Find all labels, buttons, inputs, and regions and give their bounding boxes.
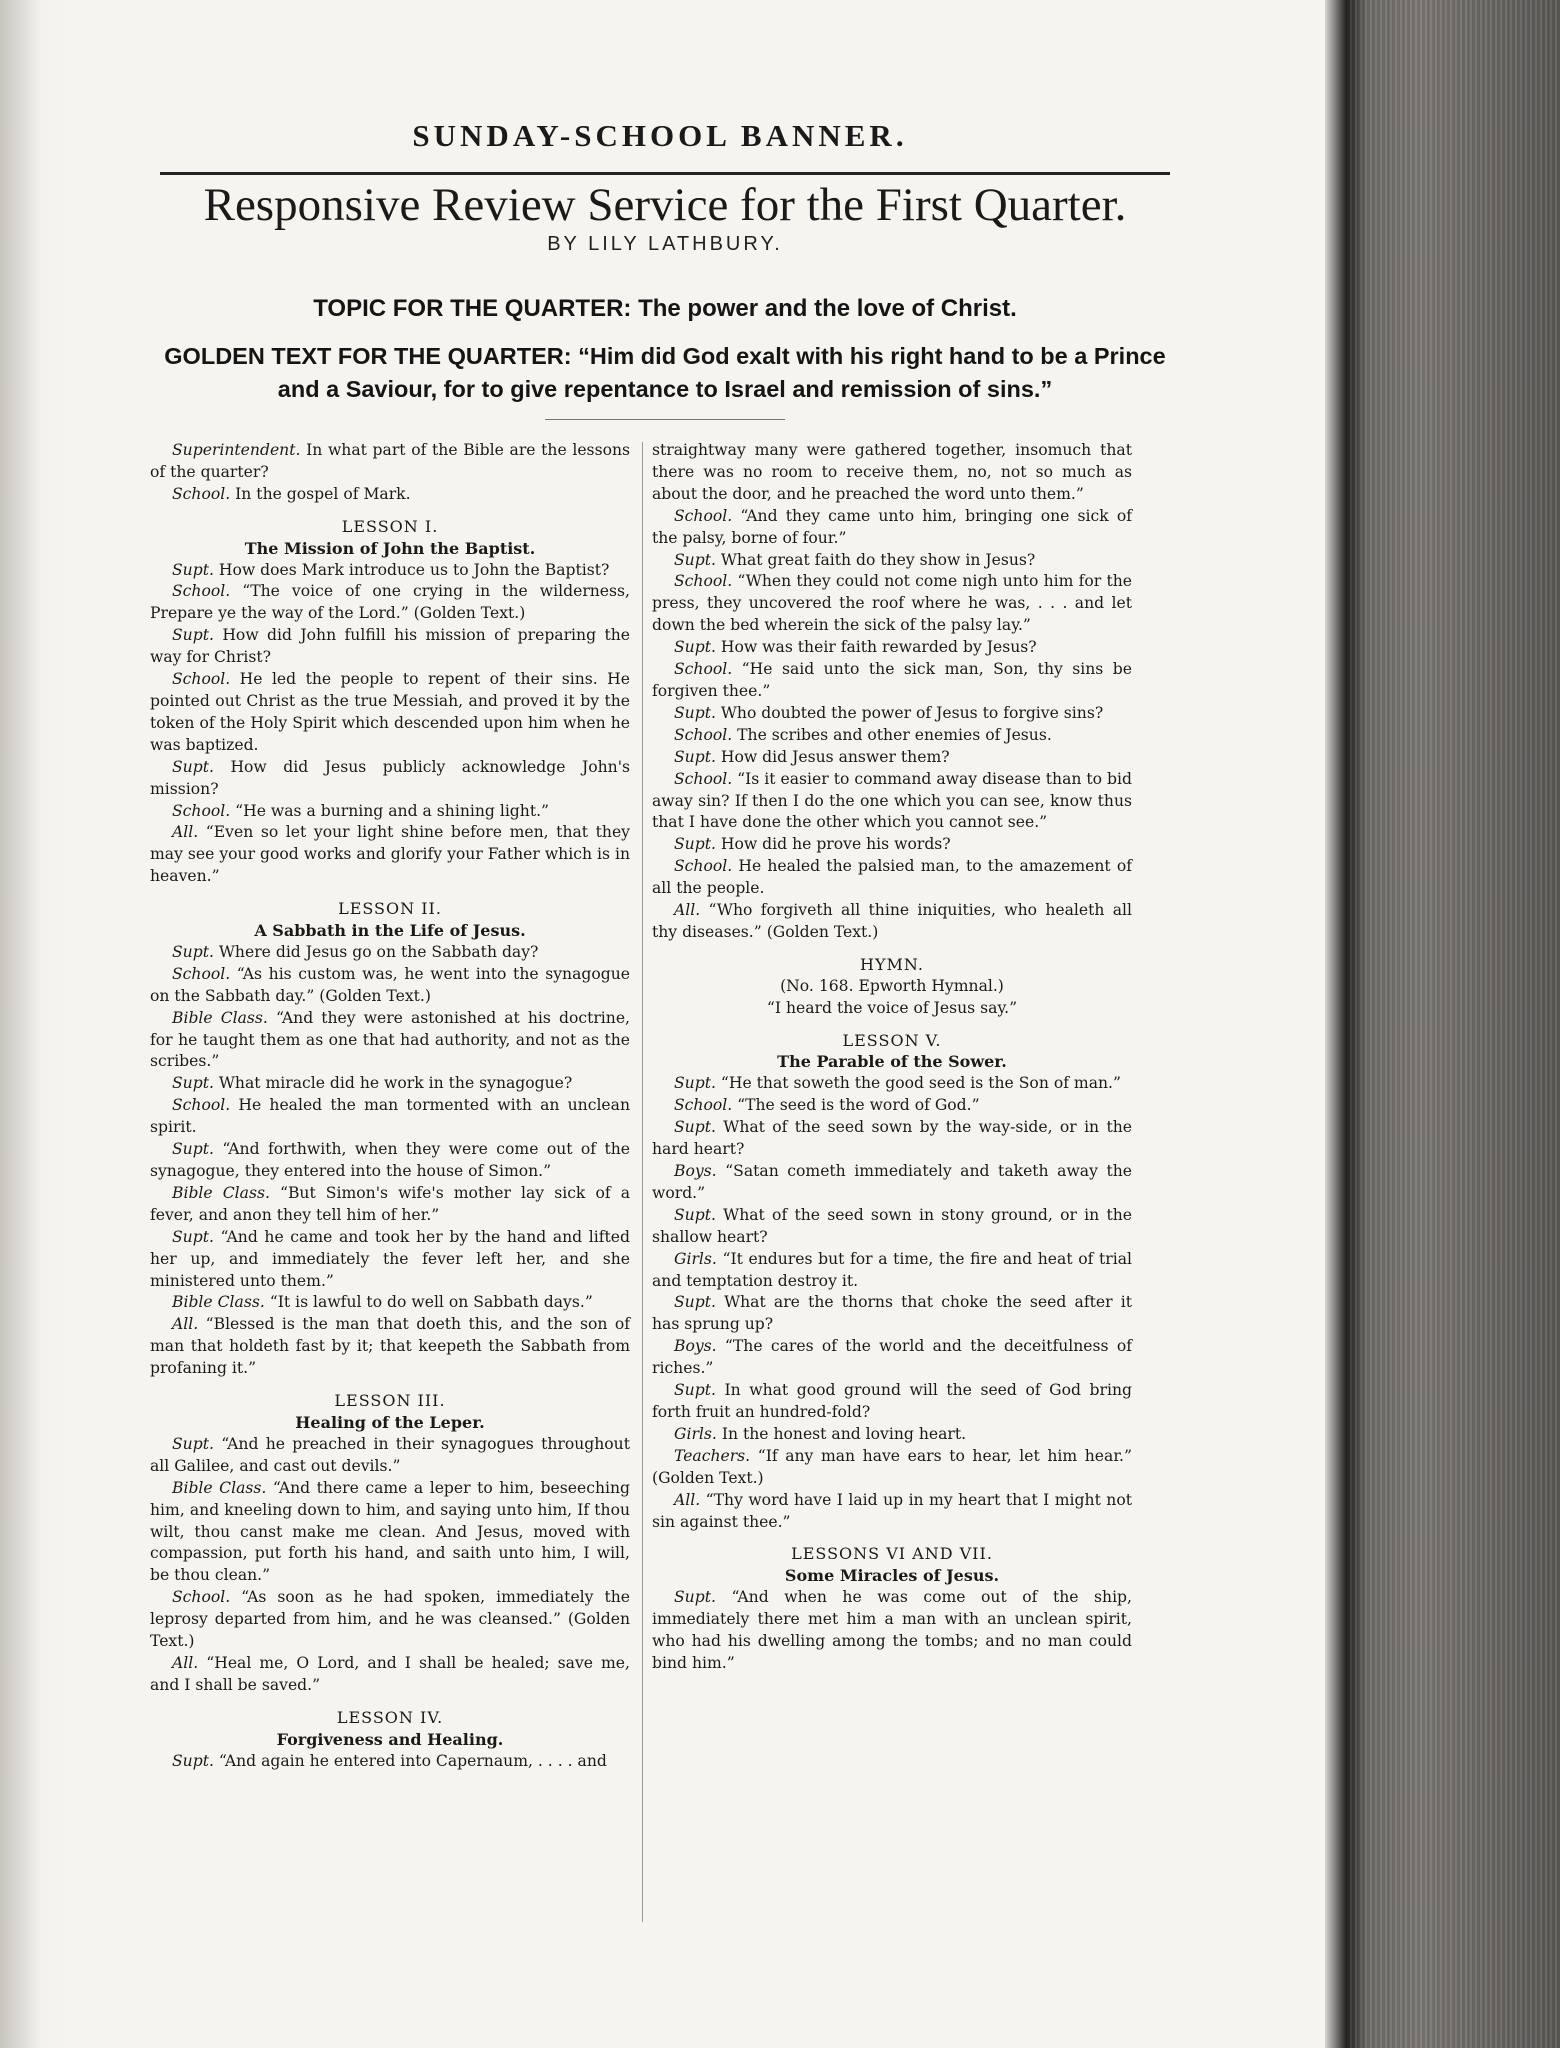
speaker: School. <box>172 964 231 983</box>
byline: BY LILY LATHBURY. <box>547 233 783 255</box>
dialogue-line <box>150 1008 630 1074</box>
line-text: “Even so let your light shine before men, that they may see your good works and glorify your Father which is in heaven.” <box>150 823 630 886</box>
line-text: What of the seed sown by the way-side, or in the hard heart? <box>652 1118 1132 1159</box>
lesson-heading: LESSONS VI AND VII. <box>791 1544 993 1564</box>
dialogue-line <box>150 1478 630 1588</box>
line-text: The scribes and other enemies of Jesus. <box>732 725 1052 744</box>
dialogue-line <box>150 1434 630 1478</box>
line-text: “And they were astonished at his doctrine, for he taught them as one that had authority, and not as the scribes.” <box>150 1008 631 1071</box>
speaker: Bible Class. <box>172 1478 267 1497</box>
speaker: Supt. <box>172 1074 214 1093</box>
dialogue-line <box>652 1380 1132 1424</box>
speaker: Bible Class. <box>172 1183 270 1202</box>
dialogue-line <box>150 1073 630 1095</box>
line-text: How did John fulfill his mission of preparing the way for Christ? <box>150 626 630 667</box>
speaker: Supt. <box>674 1381 716 1400</box>
line-text: How did Jesus publicly acknowledge John's mission? <box>150 757 630 798</box>
line-text: In what part of the Bible are the lessons of the quarter? <box>150 441 630 481</box>
dialogue-line <box>652 637 1132 659</box>
speaker: Supt. <box>674 1118 716 1137</box>
dialogue-line <box>652 1336 1132 1380</box>
hymn-line: “I heard the voice of Jesus say.” <box>766 998 1018 1017</box>
dialogue-line <box>652 659 1132 703</box>
dialogue-line <box>150 1751 630 1773</box>
dialogue-line <box>150 822 630 888</box>
line-text: “And again he entered into Capernaum, . . . . and <box>213 1751 607 1770</box>
dialogue-line <box>652 1161 1132 1205</box>
speaker: Supt. <box>172 757 214 776</box>
speaker: Girls. <box>674 1424 717 1443</box>
line-text: “And he came and took her by the hand and lifted her up, and immediately the fever left her, and she ministered unto them.” <box>150 1227 630 1290</box>
dialogue-line <box>652 725 1132 747</box>
line-text: How did he prove his words? <box>715 835 951 854</box>
dialogue-line <box>150 942 630 964</box>
column-divider <box>642 442 643 1922</box>
dialogue-line <box>150 581 630 625</box>
line-text: What great faith do they show in Jesus? <box>715 550 1036 569</box>
lesson-title: The Mission of John the Baptist. <box>244 538 536 558</box>
dialogue-line <box>150 1139 630 1183</box>
dialogue-line <box>652 1490 1132 1534</box>
speaker: Bible Class. <box>172 1008 268 1027</box>
dialogue-line <box>652 747 1132 769</box>
line-text: He led the people to repent of their sins. He pointed out Christ as the true Messiah, and proved it by the token of the Holy Spirit which descended upon him when he was baptized. <box>150 670 630 754</box>
speaker: School. <box>172 1588 231 1607</box>
speaker: Supt. <box>674 747 716 766</box>
speaker: Supt. <box>172 1227 214 1246</box>
dialogue-line <box>652 1424 1132 1446</box>
speaker: Supt. <box>674 703 716 722</box>
lesson-title: Forgiveness and Healing. <box>276 1729 504 1749</box>
dialogue-line <box>652 1446 1132 1490</box>
dialogue-line <box>652 769 1132 835</box>
section-rule <box>545 419 785 420</box>
lessons-6-7 <box>652 1543 1132 1674</box>
line-text: “And he preached in their synagogues throughout all Galilee, and cast out devils.” <box>150 1434 630 1475</box>
dialogue-line <box>150 560 630 582</box>
line-text: “The cares of the world and the deceitfulness of riches.” <box>652 1337 1132 1378</box>
lesson-4-continued <box>652 506 1132 944</box>
speaker: Supt. <box>674 1074 716 1093</box>
speaker: Supt. <box>172 942 214 961</box>
line-text: “Is it easier to command away disease than to bid away sin? If then I do the one which you can see, know thus that I have done the other which you cannot see.” <box>652 769 1132 832</box>
dialogue-line <box>652 703 1132 725</box>
dialogue-line <box>150 625 630 669</box>
line-text: How does Mark introduce us to John the Baptist? <box>213 560 610 579</box>
speaker: School. <box>674 572 733 591</box>
line-text: “It endures but for a time, the fire and heat of trial and temptation destroy it. <box>652 1249 1132 1290</box>
line-text: What are the thorns that choke the seed after it has sprung up? <box>652 1293 1132 1334</box>
facing-page-edge <box>0 0 70 2048</box>
line-text: “If any man have ears to hear, let him hear.” (Golden Text.) <box>652 1446 1132 1487</box>
line-text: Where did Jesus go on the Sabbath day? <box>213 942 539 961</box>
speaker: Girls. <box>674 1249 717 1268</box>
line-text: In the honest and loving heart. <box>716 1424 967 1443</box>
line-text: Who doubted the power of Jesus to forgive sins? <box>715 703 1104 722</box>
speaker: All. <box>172 1315 199 1334</box>
dialogue-line <box>150 1292 630 1314</box>
speaker: Boys. <box>674 1337 717 1356</box>
speaker: Supt. <box>674 550 716 569</box>
lesson-title: Some Miracles of Jesus. <box>784 1566 1000 1586</box>
dialogue-line <box>150 669 630 757</box>
left-column <box>150 440 630 1772</box>
lesson-heading: LESSON I. <box>341 516 439 536</box>
dialogue-line <box>652 1205 1132 1249</box>
dialogue-line <box>150 801 630 823</box>
dialogue-line <box>150 757 630 801</box>
line-text: “When they could not come nigh unto him for the press, they uncovered the roof where he was, . . . and let down the bed wherein the sick of the palsy lay.” <box>652 572 1132 635</box>
line-text: In what good ground will the seed of God bring forth fruit an hundred-fold? <box>652 1381 1132 1421</box>
line-text: “As soon as he had spoken, immediately the leprosy departed from him, and he was cleansed.” (Golden Text.) <box>150 1588 630 1651</box>
lesson-2 <box>150 898 630 1380</box>
hymn-reference: (No. 168. Epworth Hymnal.) <box>780 976 1004 995</box>
dialogue-line <box>150 1653 630 1697</box>
speaker: School. <box>674 769 733 788</box>
dialogue-line <box>150 1183 630 1227</box>
speaker: School. <box>172 582 231 601</box>
dialogue-line <box>652 1292 1132 1336</box>
speaker: Supt. <box>674 835 716 854</box>
line-text: “And when he was come out of the ship, immediately there met him a man with an unclean spirit, who had his dwelling among the tombs; and no man could bind him.” <box>652 1588 1132 1672</box>
lesson-5 <box>652 1030 1132 1534</box>
book-binding-edge <box>1325 0 1560 2048</box>
line-text: In the gospel of Mark. <box>230 484 411 503</box>
speaker: Teachers. <box>674 1446 751 1465</box>
line-text: How did Jesus answer them? <box>715 747 950 766</box>
hymn-block <box>652 954 1132 1020</box>
lesson-heading: LESSON V. <box>842 1030 942 1050</box>
line-text: “The voice of one crying in the wilderness, Prepare ye the way of the Lord.” (Golden Text.) <box>150 582 630 623</box>
speaker: Supt. <box>172 560 214 579</box>
line-text: “As his custom was, he went into the synagogue on the Sabbath day.” (Golden Text.) <box>150 964 630 1005</box>
dialogue-line <box>652 1073 1132 1095</box>
dialogue-line <box>150 1587 630 1653</box>
lesson-title: A Sabbath in the Life of Jesus. <box>254 921 526 941</box>
speaker: Supt. <box>674 1205 716 1224</box>
lesson-1 <box>150 516 630 888</box>
speaker: Supt. <box>674 1588 716 1607</box>
hymn-heading: HYMN. <box>860 954 924 974</box>
dialogue-line <box>652 1117 1132 1161</box>
speaker: School. <box>674 857 733 876</box>
dialogue-line <box>652 900 1132 944</box>
intro-block <box>150 440 630 506</box>
topic-line: TOPIC FOR THE QUARTER: The power and the love of Christ. <box>313 295 1017 322</box>
lesson-4 <box>150 1707 630 1773</box>
speaker: School. <box>674 725 733 744</box>
golden-text: GOLDEN TEXT FOR THE QUARTER: “Him did God exalt with his right hand to be a Prince and a Saviour, for to give repentance to Israel and remission of sins.” <box>164 343 1166 402</box>
line-text: What miracle did he work in the synagogue? <box>213 1074 573 1093</box>
line-text: “Heal me, O Lord, and I shall be healed; save me, and I shall be saved.” <box>150 1653 630 1694</box>
speaker: Supt. <box>172 1751 214 1770</box>
dialogue-line <box>652 571 1132 637</box>
line-text: “The seed is the word of God.” <box>732 1096 980 1115</box>
speaker: School. <box>172 670 231 689</box>
line-text: “He was a burning and a shining light.” <box>230 801 550 820</box>
speaker: School. <box>674 660 733 679</box>
continued-text: straightway many were gathered together, insomuch that there was no room to receive them, no, not so much as about the door, and he preached the word unto them.” <box>652 441 1132 503</box>
dialogue-line <box>652 550 1132 572</box>
speaker: Supt. <box>172 1140 214 1159</box>
line-text: “And they came unto him, bringing one sick of the palsy, borne of four.” <box>652 506 1132 547</box>
dialogue-line <box>652 856 1132 900</box>
line-text: “He that soweth the good seed is the Son of man.” <box>715 1074 1121 1093</box>
dialogue-line <box>150 964 630 1008</box>
speaker: Supt. <box>172 1434 214 1453</box>
speaker: All. <box>674 901 701 920</box>
speaker: Supt. <box>674 638 716 657</box>
dialogue-line <box>652 1095 1132 1117</box>
lesson-title: Healing of the Leper. <box>295 1412 485 1432</box>
speaker: All. <box>172 823 199 842</box>
header-rule <box>160 172 1170 175</box>
speaker: School. <box>172 1096 231 1115</box>
speaker: School. <box>172 484 231 503</box>
dialogue-line <box>150 484 630 506</box>
lesson-title: The Parable of the Sower. <box>777 1052 1007 1072</box>
dialogue-line <box>150 440 630 484</box>
speaker: School. <box>674 506 733 525</box>
speaker: School. <box>172 801 231 820</box>
line-text: “Satan cometh immediately and taketh away the word.” <box>652 1162 1132 1202</box>
dialogue-line <box>150 1095 630 1139</box>
speaker: All. <box>172 1653 199 1672</box>
lesson-3 <box>150 1390 630 1697</box>
speaker: Superintendent. <box>172 441 301 459</box>
right-column <box>652 440 1132 1675</box>
dialogue-line <box>652 1249 1132 1293</box>
dialogue-line <box>652 1587 1132 1675</box>
line-text: “It is lawful to do well on Sabbath days.” <box>264 1293 593 1312</box>
lesson-heading: LESSON III. <box>334 1391 446 1411</box>
speaker: Supt. <box>674 1293 716 1312</box>
dialogue-line <box>150 1227 630 1293</box>
dialogue-line <box>150 1314 630 1380</box>
speaker: Supt. <box>172 626 214 645</box>
speaker: Bible Class. <box>172 1293 265 1312</box>
line-text: “Thy word have I laid up in my heart that I might not sin against thee.” <box>652 1490 1132 1531</box>
line-text: He healed the man tormented with an unclean spirit. <box>150 1096 630 1137</box>
lesson-heading: LESSON II. <box>338 899 442 919</box>
speaker: Boys. <box>674 1162 717 1180</box>
speaker: School. <box>674 1096 733 1115</box>
dialogue-line <box>652 834 1132 856</box>
line-text: “Who forgiveth all thine iniquities, who healeth all thy diseases.” (Golden Text.) <box>652 901 1132 941</box>
line-text: He healed the palsied man, to the amazement of all the people. <box>652 857 1132 898</box>
dialogue-line <box>652 506 1132 550</box>
running-head: SUNDAY-SCHOOL BANNER. <box>412 118 908 153</box>
line-text: “And forthwith, when they were come out of the synagogue, they entered into the house of Simon.” <box>150 1140 630 1180</box>
line-text: “He said unto the sick man, Son, thy sins be forgiven thee.” <box>652 660 1132 700</box>
speaker: All. <box>674 1490 701 1509</box>
line-text: What of the seed sown in stony ground, or in the shallow heart? <box>652 1205 1132 1246</box>
line-text: “Blessed is the man that doeth this, and the son of man that holdeth fast by it; that keepeth the Sabbath from profaning it.” <box>150 1315 630 1378</box>
line-text: How was their faith rewarded by Jesus? <box>715 638 1037 657</box>
lesson-heading: LESSON IV. <box>336 1707 444 1727</box>
article-title: Responsive Review Service for the First Quarter. <box>203 179 1127 231</box>
line-text: “But Simon's wife's mother lay sick of a fever, and anon they tell him of her.” <box>150 1183 630 1224</box>
line-text: “And there came a leper to him, beseeching him, and kneeling down to him, and saying unto him, If thou wilt, thou canst make me clean. And Jesus, moved with compassion, put forth his hand, and saith unto him, I will, be thou clean.” <box>150 1478 631 1585</box>
